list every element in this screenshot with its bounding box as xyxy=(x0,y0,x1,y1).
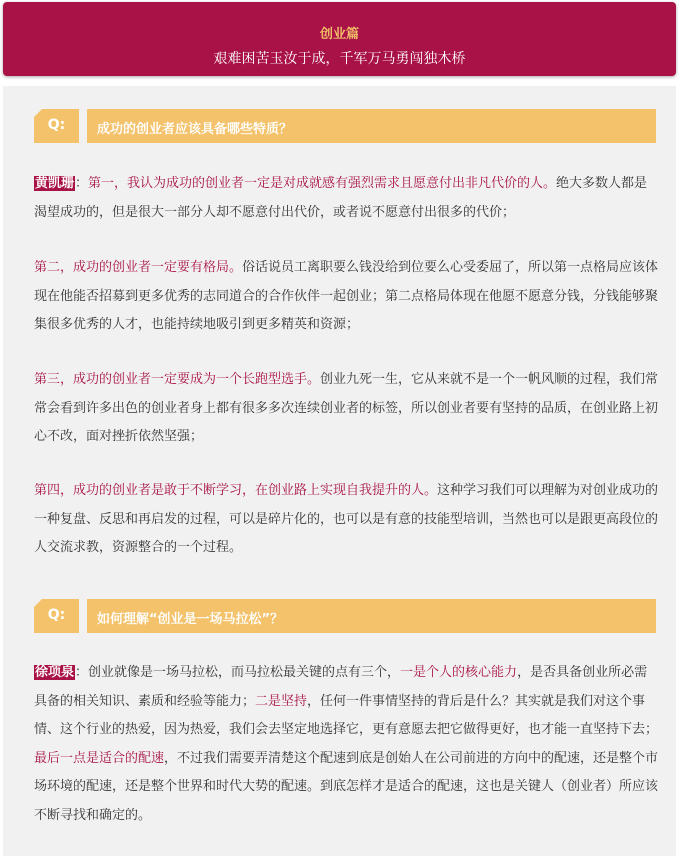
q-badge-notch xyxy=(34,599,42,607)
highlight-text: 第二，成功的创业者一定要有格局。 xyxy=(34,260,243,275)
question-bar xyxy=(87,109,656,143)
section-header xyxy=(3,2,676,76)
q-badge-notch xyxy=(34,109,42,117)
body-text: 绝大多数人都是渴望成功的，但是很大一部分人却不愿意付出代价，或者说不愿意付出很多的代价； xyxy=(34,176,648,220)
article-content xyxy=(3,86,676,856)
q-label: Q: xyxy=(47,117,66,133)
speaker-colon: ： xyxy=(75,176,89,191)
question-text: 如何理解“创业是一场马拉松”？ xyxy=(97,612,284,627)
section-title: 创业篇 xyxy=(319,27,359,42)
highlight-text: 第四，成功的创业者是敢于不断学习，在创业路上实现自我提升的人。 xyxy=(34,483,438,498)
answer-paragraph-1 xyxy=(34,170,659,227)
speaker-colon: ： xyxy=(75,665,89,680)
speaker-name: 黄凯珊 xyxy=(35,176,75,191)
q-label: Q: xyxy=(47,607,66,623)
speaker-name: 徐项泉 xyxy=(35,665,75,680)
answer-paragraph-4 xyxy=(34,477,659,563)
body-text: 创业就像是一场马拉松，而马拉松最关键的点有三个， xyxy=(88,665,401,680)
q-badge xyxy=(34,599,79,633)
body-text: ，是否具备创业所必需具备的相关知识、素质和经验等能力； xyxy=(34,665,648,709)
highlight-text: 一是个人的核心能力 xyxy=(400,665,518,680)
q-badge xyxy=(34,109,79,143)
answer-paragraph-5 xyxy=(34,659,659,830)
body-text: ，任何一件事情坚持的背后是什么？其实就是我们对这个事情、这个行业的热爱，因为热爱，我们会去坚定地选择它，更有意愿去把它做得更好，也才能一直坚持下去； xyxy=(34,693,659,737)
body-text: ，不过我们需要弄清楚这个配速到底是创始人在公司前进的方向中的配速，还是整个市场环境的配速，还是整个世界和时代大势的配速。到底怎样才是适合的配速，这也是关键人（创业者）所应该不断寻找和确定的。 xyxy=(34,750,659,823)
section-subtitle: 艰难困苦玉汝于成，千军万马勇闯独木桥 xyxy=(213,51,466,67)
answer-paragraph-2 xyxy=(34,254,659,340)
highlight-text: 二是坚持 xyxy=(255,693,308,709)
answer-paragraph-3 xyxy=(34,366,659,452)
highlight-text: 第一，我认为成功的创业者一定是对成就感有强烈需求且愿意付出非凡代价的人。 xyxy=(88,176,557,191)
question-bar xyxy=(87,599,656,633)
body-text: 创业九死一生，它从来就不是一个一帆风顺的过程，我们常常会看到许多出色的创业者身上都有很多多次连续创业者的标签，所以创业者要有坚持的品质，在创业路上初心不改，面对挫折依然坚强； xyxy=(34,372,659,444)
question-text: 成功的创业者应该具备哪些特质？ xyxy=(97,122,293,137)
body-text: 俗话说员工离职要么钱没给到位要么心受委屈了，所以第一点格局应该体现在他能否招募到更多优秀的志同道合的合作伙伴一起创业；第二点格局体现在他愿不愿意分钱，分钱能够聚集很多优秀的人才，也能持续地吸引到更多精英和资源； xyxy=(34,260,659,332)
highlight-text: 第三，成功的创业者一定要成为一个长跑型选手。 xyxy=(34,372,321,387)
highlight-text: 最后一点是适合的配速 xyxy=(34,750,165,766)
body-text: 这种学习我们可以理解为对创业成功的一种复盘、反思和再启发的过程，可以是碎片化的，也可以是有意的技能型培训，当然也可以是跟更高段位的人交流求教，资源整合的一个过程。 xyxy=(34,483,659,555)
